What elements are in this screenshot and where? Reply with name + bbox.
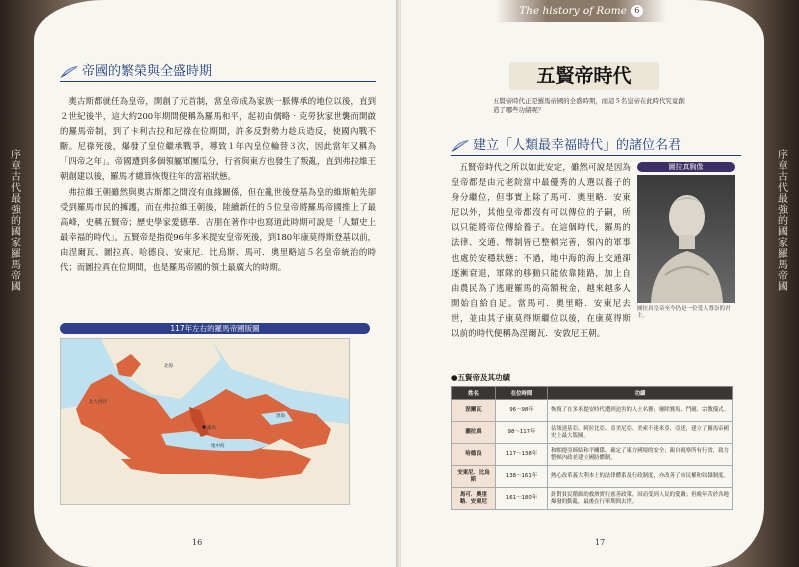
bust-figure: [637, 162, 735, 320]
cell-achievement: 針對貧民階級的救濟實行慈善政策，因而受到人民的愛戴；但晚年苦於各地爆發的動亂，最後在行軍期間去世。: [548, 488, 733, 510]
right-paragraph-1: 五賢帝時代之所以如此安定，雖然可說是因為皇帝都是由元老院當中最優秀的人選以養子的身分繼位，但事實上除了馬可．奧里略．安東尼以外，其他皇帝都沒有可以傳位的子嗣，所以只能將帝位傳給養子。在這個時代，羅馬的法律、交通、幣制皆已整頓完善，領內的軍事也處於安穩狀態；不過，地中海的海上交通卻逐漸衰退，軍隊的移動只能依靠陸路，加上自由農民為了逃避羅馬的高額稅金，越來越多人開始自給自足。當馬可．奧里略．安東尼去世，並由其子康莫得斯繼位以後，在康莫得斯以前的時代便稱為涅爾瓦．安敦尼王朝。: [451, 162, 631, 339]
quill-icon: [451, 139, 469, 153]
right-page: [401, 0, 764, 567]
table-row: [452, 422, 733, 444]
map-label-atlantic: 北大西洋: [89, 400, 107, 405]
rulers-table-wrap: [451, 386, 733, 510]
chapter-title: 五賢帝時代: [536, 65, 632, 87]
cell-achievement: 熱心改革義大利本土的法律體系及行政制度，亦改善了市民權和奴隸制度。: [548, 466, 733, 488]
left-side-tab-text: 序章 古代最強的國家羅馬帝國: [11, 150, 21, 293]
left-body: [60, 94, 376, 275]
series-title: The history of Rome: [519, 5, 627, 17]
cell-achievement: 和帕提亞締結和平關係，確定了東方國境的安全；親自視察所有行省，致力整頓內政並建立國防體制。: [548, 444, 733, 466]
right-section-title: 建立「人類最幸福時代」的諸位名君: [473, 138, 682, 153]
cell-achievement: 恢復了在多米提安時代遭到迫害的人士名譽；廢除賽馬、鬥劍、宗教儀式。: [548, 400, 733, 422]
map-label-mediterranean: 地中海: [211, 444, 225, 449]
table-row: [452, 466, 733, 488]
cell-name: 哈德良: [452, 444, 496, 466]
cell-reign: 117～138年: [496, 444, 548, 466]
table-row: [452, 488, 733, 510]
left-page: [34, 0, 398, 567]
left-paragraph-2: 弗拉維王朝雖然與奧古斯都之間沒有血緣關係，但在亂世後登基為皇的維斯帕先卻受到羅馬市民的擁護，而在弗拉維王朝後，陸續新任的５位皇帝將羅馬帝國推上了最高峰，史稱五賢帝；歷史學家愛德華．吉朋在著作中也寫道此時期可說是「人類史上最幸福的時代」。五賢帝是指從96年多米提安皇帝死後，到180年康莫得斯登基以前，由涅爾瓦、圖拉真、哈德良、安東尼．比烏斯、馬可．奧里略這５名皇帝統治的時代；而圖拉真在位期間，也是羅馬帝國的領土最廣大的時期。: [60, 186, 376, 273]
table-title: ●五賢帝及其功績: [451, 373, 511, 382]
cell-name: 馬可．奧里略．安東尼: [452, 488, 496, 510]
trajan-bust-image: [637, 175, 735, 303]
col-header-name: 姓名: [452, 387, 496, 400]
right-side-tab-text: 序章 古代最強的國家羅馬帝國: [778, 150, 788, 293]
bust-caption: 圖拉真皇帝至今仍是一位受人尊崇的君主。: [637, 306, 731, 319]
left-page-number: 16: [192, 538, 203, 547]
cell-name: 涅爾瓦: [452, 400, 496, 422]
left-section-header: [60, 60, 376, 82]
map-figure: [60, 323, 370, 505]
col-header-achievements: 功績: [548, 387, 733, 400]
cell-reign: 138～161年: [496, 466, 548, 488]
chapter-lead: 五賢帝時代正是羅馬帝國的全盛時期，而這５名皇帝在此時代究竟創造了哪些功績呢？: [493, 97, 685, 114]
bust-graphic: [637, 175, 735, 303]
series-header: [496, 0, 666, 22]
title-plate: [509, 62, 659, 90]
left-side-tab: [0, 0, 32, 567]
right-page-number: 17: [595, 538, 606, 547]
right-side-tab: [767, 0, 799, 567]
map-graphic: [61, 339, 349, 504]
col-header-reign: 在位時間: [496, 387, 548, 400]
map-title: 117年左右的羅馬帝國版圖: [60, 323, 370, 334]
table-row: [452, 444, 733, 466]
cell-achievement: 佔領達基亞、阿拉比亞、亞美尼亞、美索不達米亞、亞述，建立了羅馬帝國史上最大版圖。: [548, 422, 733, 444]
cell-reign: 161～180年: [496, 488, 548, 510]
empire-map: [60, 338, 350, 505]
five-emperors-table: [451, 386, 733, 510]
bust-title: 圖拉真胸像: [637, 162, 735, 172]
cell-name: 圖拉真: [452, 422, 496, 444]
left-section-title: 帝國的繁榮與全盛時期: [82, 64, 213, 79]
left-paragraph-1: 奧古斯都就任為皇帝，開創了元首制，當皇帝成為家族一脈傳承的地位以後，直到２世紀後半，這大約200年期間便稱為羅馬和平，起初由儒略‧克勞狄家世襲而開啟的羅馬帝制，到了卡利古拉和尼祿在位期間，許多反對勢力趁兵造反，使國內戰不斷。尼祿死後，爆發了皇位繼承戰爭，導致１年內皇位輪替３次，因此當年又稱為「四帝之年」。帝國遭到多個領屬軍團瓜分，行省與東方也發生了叛亂，直到弗拉維王朝創建以後，羅馬才總算恢復往年的富裕狀態。: [60, 96, 376, 182]
table-header-row: [452, 387, 733, 400]
map-label-black-sea: 黑海: [276, 414, 285, 419]
quill-icon: [60, 65, 78, 79]
cell-reign: 96～98年: [496, 400, 548, 422]
right-body: [451, 160, 631, 341]
cell-reign: 98～117年: [496, 422, 548, 444]
table-row: [452, 400, 733, 422]
right-section-header: [451, 134, 741, 156]
cell-name: 安東尼．比烏斯: [452, 466, 496, 488]
map-label-rome: 羅馬: [207, 426, 216, 431]
chapter-number-badge: 6: [631, 5, 643, 17]
map-label-north-sea: 北海: [164, 364, 173, 369]
